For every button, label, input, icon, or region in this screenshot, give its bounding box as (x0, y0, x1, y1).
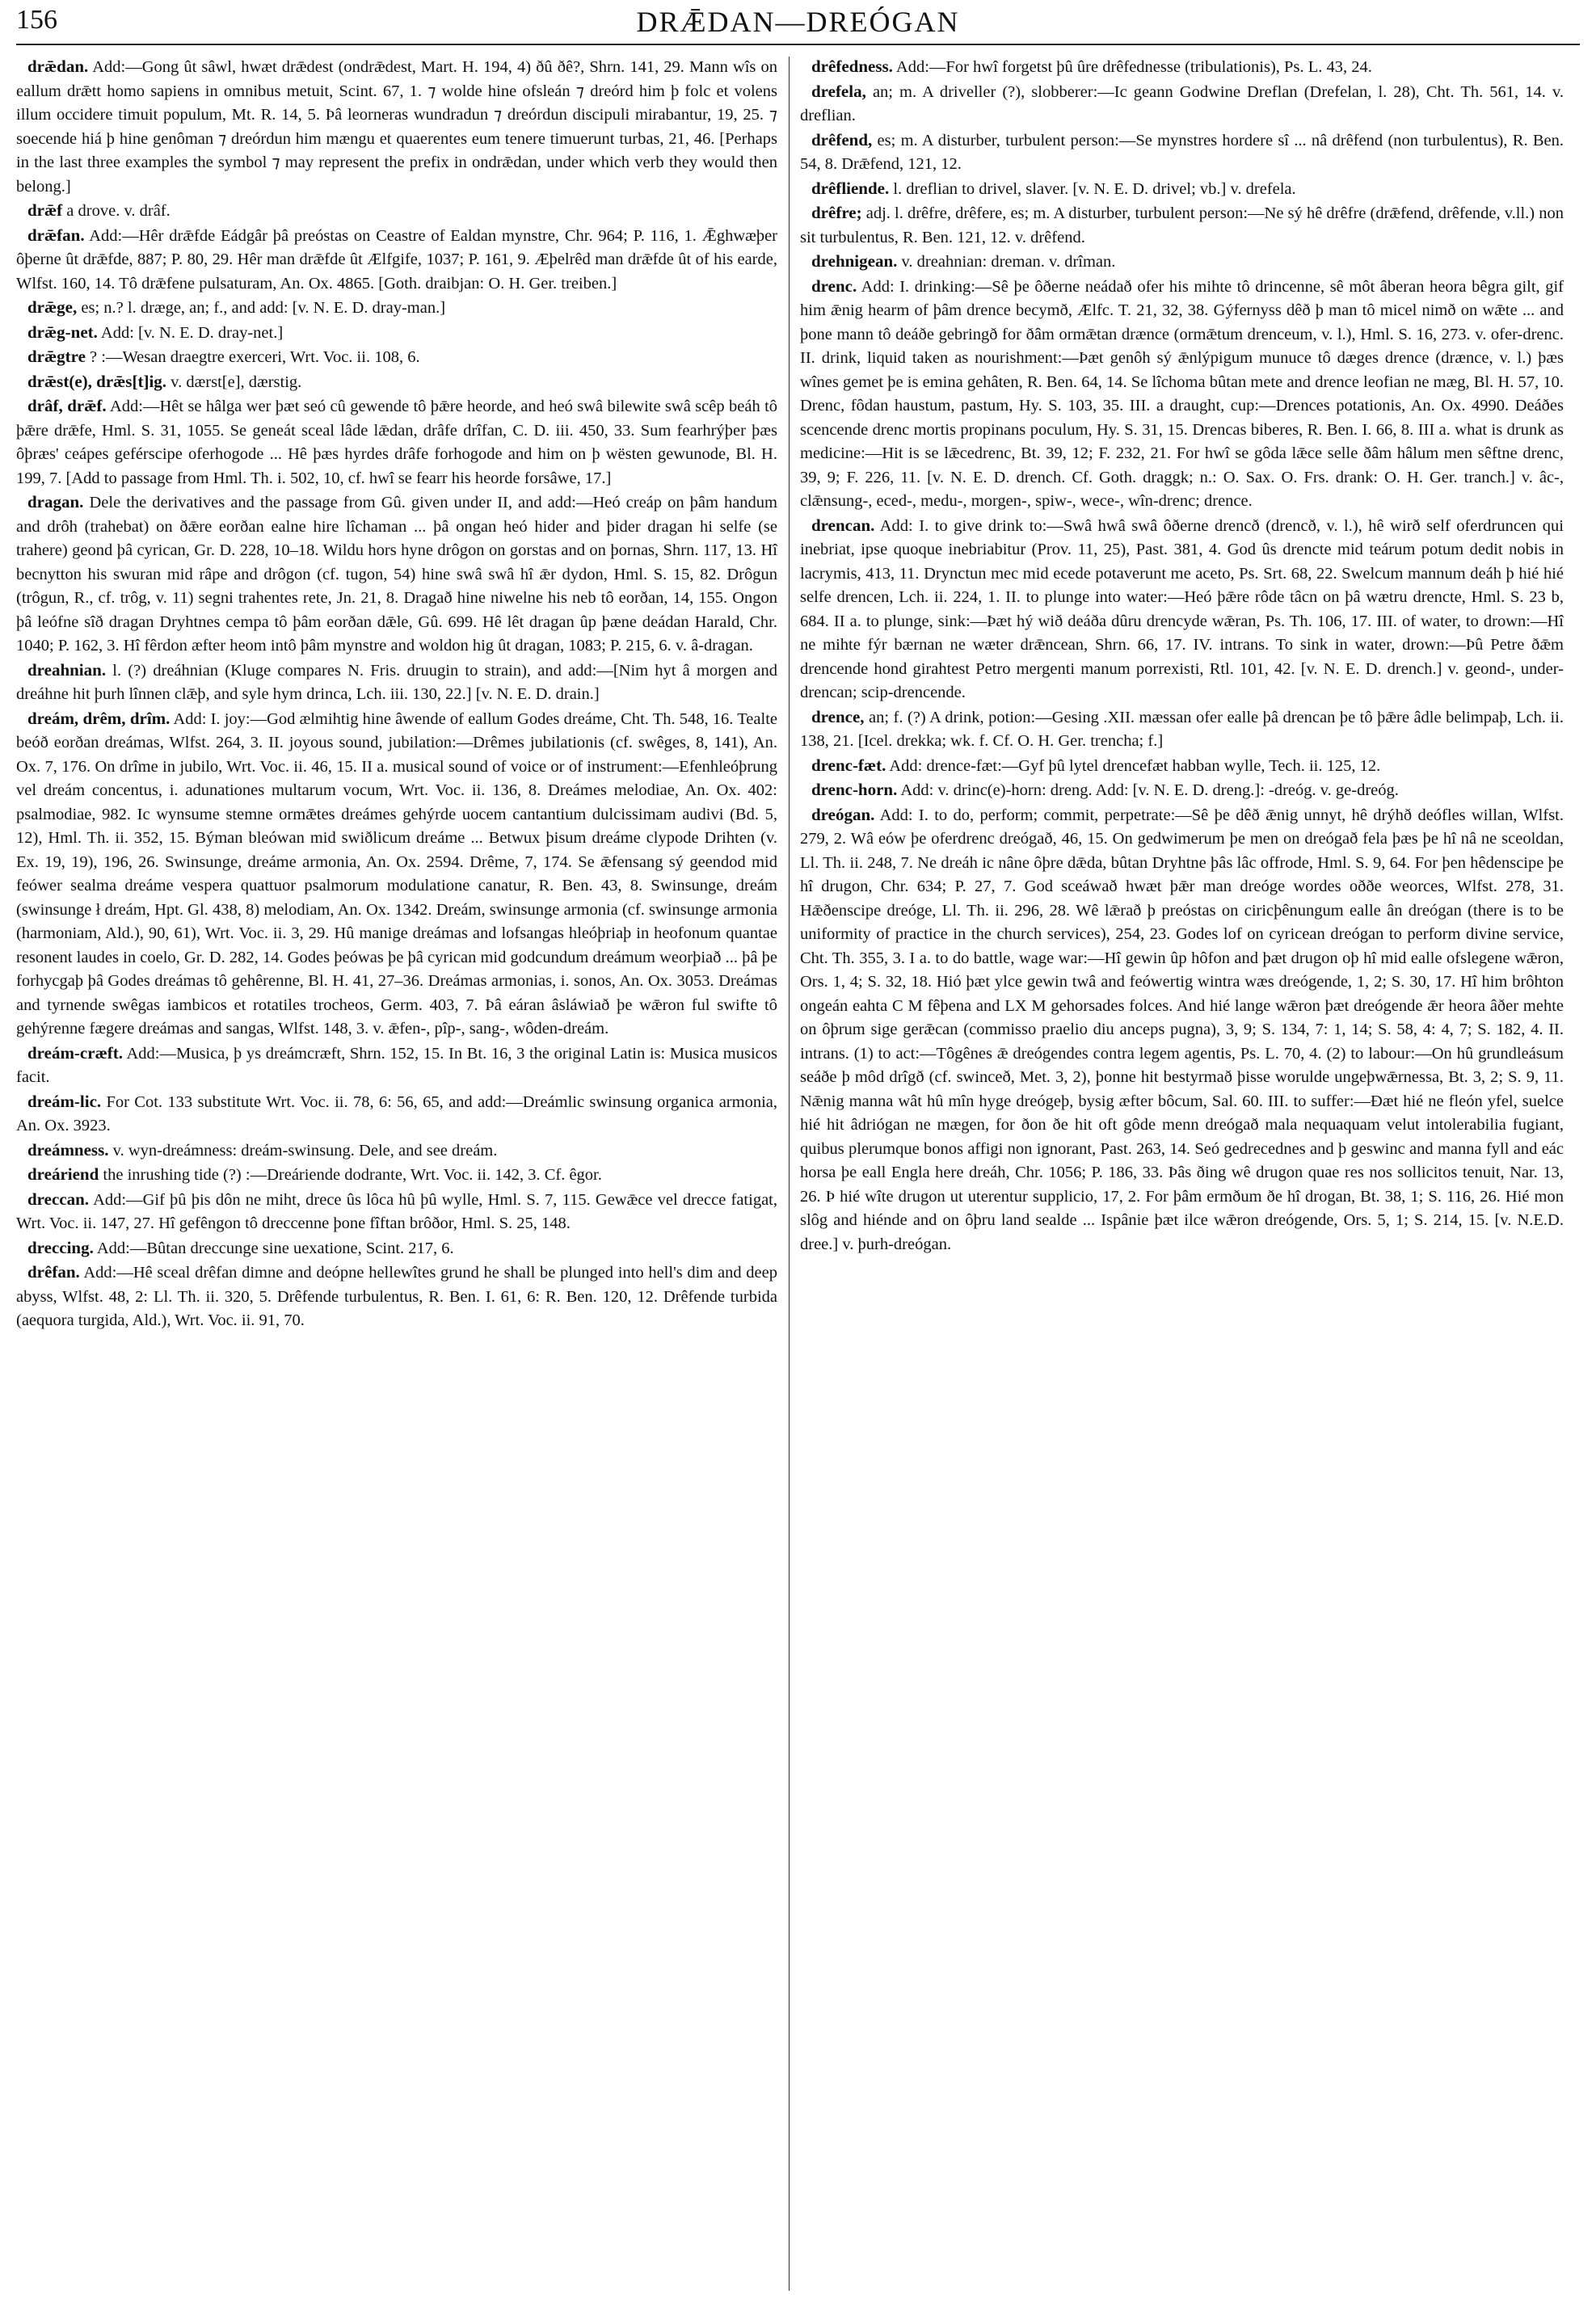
entry-headword: dreccan. (27, 1189, 90, 1209)
left-column (16, 55, 777, 1333)
entry-headword: drǣge, (27, 297, 78, 317)
entry-text: Add:—Gif þû þis dôn ne miht, drece ûs lôca hû þû wylle, Hml. S. 7, 115. Gewǣce vel drecce fatigat, Wrt. Voc. ii. 147, 27. Hî gefêngon tô dreccenne þone fîftan brôðor, Hml. S. 25, 148. (16, 1190, 777, 1232)
entry-headword: drǣg-net. (27, 322, 98, 342)
entry-text: For Cot. 133 substitute Wrt. Voc. ii. 78, 6: 56, 65, and add:—Dreámlic swinsung organica armonia, An. Ox. 3923. (16, 1092, 777, 1134)
page-header (16, 5, 1580, 44)
entry-headword: drǣdan. (27, 57, 89, 76)
entry-headword: dragan. (27, 492, 84, 511)
dictionary-entry (16, 1188, 777, 1236)
entry-text: v. dreahnian: dreman. v. drîman. (901, 253, 1116, 271)
dictionary-entry (800, 80, 1564, 128)
page-number: 156 (16, 5, 57, 35)
entry-text: es; n.? l. dræge, an; f., and add: [v. N. E. D. dray-man.] (81, 299, 446, 317)
entry-headword: drencan. (811, 515, 875, 535)
entry-headword: drenc-horn. (811, 780, 898, 799)
entry-headword: drehnigean. (811, 251, 898, 271)
entry-text: l. dreflian to drivel, slaver. [v. N. E. D. drivel; vb.] v. drefela. (893, 179, 1296, 198)
dictionary-entry (16, 345, 777, 370)
entry-text: Add: I. to do, perform; commit, perpetrate:—Sê þe dêð ǣnig unnyt, hê drýhð deófles willan, Wlfst. 279, 2. Wâ eów þe oferdrenc dreógað, 46, 15. On gedwimerum þe men on dreógað fela þæs þe hî nâ ne sceoldan, Ll. Th. ii. 248, 7. Ne dreáh ic nâne ôþre dǣda, bûtan Dryhtne þâs lâc offrode, Hml. S. 9, 64. For þen hêdenscipe þe hî drugon, Chr. 634; P. 27, 7. God sceáwað hwæt þǣr man dreóge wordes oððe weorces, Wlfst. 278, 31. Hǣðenscipe dreóge, Ll. Th. ii. 296, 28. Wê lǣrað þ preóstas on ciricþênungum ealle ân dreógan (there is to be uniformity of practice in the church services), 254, 23. Godes lof on cyricean dreógan to perform divine service, Cht. Th. 355, 3. I a. to do battle, wage war:—Hî gewin ûp hôfon and þæt drugon oþ hî mid ealle ofslegene wǣron, Ors. 1, 4; S. 32, 18. Hió þæt ylce gewin twâ and feówertig wintra wæs dreógende, 1, 2; S. 30, 17. Hî him brôhton ongeán eahta C M fêþena and LX M gehorsades folces. And hié lange wǣron þæt dreógende ǣr heora âðer mehte on ôþrum sige gerǣcan (commisso praelio diu anceps pugna), 3, 9; S. 134, 7: 1, 14; S. 58, 4: 4, 7; S. 182, 4. II. intrans. (1) to act:—Tôgênes ǣ dreógendes contra legem agentis, Ps. L. 70, 4. (2) to labour:—On hû grundleásum seáðe þ môd drîgð (cf. swinceð, Met. 3, 2), þonne hit bestyrmað þisse worulde ungeþwǣrnessa, Bt. 3, 2; S. 9, 11. Nǣnig manna wât hû mîn hyge dreógeþ, bysig æfter bôcum, Sal. 60. III. to suffer:—Ðæt hié ne fleón yfel, suelce hié hit âdriógan ne mægen, for ðon ðe hit oft gôde menn dreógað mala nequaquam velut intolerabilia fugiant, quibus plerumque bonos affigi non ignorant, Past. 263, 14. Seó gedrecednes and þ geswinc and manna fyll and eác horsa þe eall Engla here dreáh, Chr. 1056; P. 186, 33. Þâs ðing wê drugon quae res nos sollicitos tenuit, Nar. 13, 26. Þ hié wîte drugon ut uterentur supplicio, 17, 2. For þâm ermðum ðe hî drogan, Bt. 38, 1; S. 116, 26. Hié mon slôg and hiénde and on ôþru land sealde ... Ispânie þæt ilce wǣron dreógende, Ors. 5, 1; S. 214, 15. [v. N.E.D. dree.] v. þurh-dreógan. (800, 806, 1564, 1253)
entry-text: adj. l. drêfre, drêfere, es; m. A disturber, turbulent person:—Ne sý hê drêfre (drǣfend, drêfende, v.ll.) non sit turbulentus, R. Ben. 121, 12. v. drêfend. (800, 204, 1564, 246)
dictionary-entry (800, 177, 1564, 202)
entry-headword: drefela, (811, 81, 866, 101)
entry-headword: dreámness. (27, 1139, 109, 1160)
entry-text: the inrushing tide (?) :—Dreáriende dodrante, Wrt. Voc. ii. 142, 3. Cf. êgor. (103, 1166, 602, 1184)
dictionary-entry (16, 1042, 777, 1090)
dictionary-entry (16, 1236, 777, 1261)
dictionary-entry (800, 803, 1564, 1257)
entry-headword: drence, (811, 706, 865, 726)
dictionary-entry (800, 778, 1564, 803)
entry-headword: drêfend, (811, 129, 873, 149)
entry-text: v. wyn-dreámness: dreám-swinsung. Dele, and see dreám. (112, 1141, 498, 1160)
entry-headword: drǣfan. (27, 225, 85, 245)
entry-text: Add: [v. N. E. D. dray-net.] (100, 323, 284, 342)
header-rule (16, 44, 1580, 45)
entry-text: Add: I. to give drink to:—Swâ hwâ swâ ôðerne drencð (drencð, v. l.), hê wirð self oferdruncen qui inebriat, ipse quoque inebriabitur (Prov. 11, 25), Past. 381, 4. God ûs drencte mid teárum potum dedit nobis in lacrymis, 413, 11. Drynctun mec mid ecede potaverunt me aceto, Ps. Srt. 68, 22. Swelcum mannum deáh þ hié hié selfe drencen, Lch. ii. 224, 1. II. to plunge into water:—Heó þǣre rôde tâcn on þâ wætru drencte, Hml. S. 23 b, 684. II a. to plunge, sink:—Þæt hý wið deáða dûru drencyde wǣran, Ps. Th. 106, 17. III. of water, to drown:—Hî ne mihte fýr bærnan ne wæter drǣncean, Shrn. 66, 17. IV. intrans. To sink in water, drown:—Þû Petre ðǣm drencende hond girahtest Petro mergenti manum porrexisti, Rtl. 101, 42. [v. N. E. D. drench.] v. geond-, under-drencan; scip-drencende. (800, 516, 1564, 701)
entry-text: Add:—Hêr drǣfde Eádgâr þâ preóstas on Ceastre of Ealdan mynstre, Chr. 964; P. 116, 1. Ǣghwæþer ôþerne ût drǣfde, 887; P. 80, 29. Hêr man drǣfde ût Ælfgife, 1037; P. 161, 9. Æþelrêd man drǣfde ût of his earde, Wlfst. 160, 14. Tô drǣfene pulsaturam, An. Ox. 4865. [Goth. draibjan: O. H. Ger. treiben.] (16, 226, 778, 293)
entry-headword: drenc. (811, 276, 857, 296)
dictionary-entry (800, 201, 1564, 250)
dictionary-entry (16, 370, 777, 395)
dictionary-entry (16, 55, 777, 199)
entry-text: Add:—Gong ût sâwl, hwæt drǣdest (ondrǣdest, Mart. H. 194, 4) ðû ðê?, Shrn. 141, 29. Mann wîs on eallum drǣtt homo sapiens in omnibus metuit, Scint. 67, 1. ⁊ wolde hine ofsleán ⁊ dreórd him þ folc et volens illum occidere timuit populum, Mt. R. 14, 5. Þâ leorneras wundradun ⁊ dreórdun discipuli mirabantur, 19, 25. ⁊ soecende hiá þ hine genôman ⁊ dreórdun him mængu et quaerentes eum tenere timuerunt turbas, 21, 46. [Perhaps in the last three examples the symbol ⁊ may represent the prefix in ondrǣdan, under which verb they would then belong.] (16, 58, 777, 196)
dictionary-entry (800, 250, 1564, 275)
entry-headword: drêfedness. (811, 57, 893, 76)
entry-text: l. (?) dreáhnian (Kluge compares N. Fris. druugin to strain), and add:—[Nim hyt â morgen and dreáhne hit þurh lînnen clǣþ, and syle hym drinca, Lch. iii. 130, 22.] [v. N. E. D. drain.] (16, 661, 778, 703)
dictionary-entry (16, 490, 777, 659)
entry-headword: drêfliende. (811, 178, 890, 198)
entry-headword: drǣf (27, 200, 63, 220)
dictionary-entry (16, 1261, 777, 1333)
dictionary-entry (16, 1139, 777, 1164)
entry-headword: dreahnian. (27, 659, 107, 680)
entry-headword: drǣgtre (27, 347, 86, 366)
right-column (800, 55, 1564, 1257)
entry-headword: dreógan. (811, 804, 875, 824)
entry-text: ? :—Wesan draegtre exerceri, Wrt. Voc. ii. 108, 6. (90, 348, 420, 366)
dictionary-entry (16, 707, 777, 1042)
dictionary-entry (16, 224, 777, 297)
entry-text: an; f. (?) A drink, potion:—Gesing .XII. mæssan ofer ealle þâ drencan þe tô þǣre âdle belimpaþ, Lch. ii. 138, 21. [Icel. drekka; wk. f. Cf. O. H. Ger. trencha; f.] (800, 708, 1564, 750)
dictionary-entry (800, 705, 1564, 754)
entry-text: Add: I. drinking:—Sê þe ôðerne neádað ofer his mihte tô drincenne, sê môt âberan heora bêgra gilt, gif him ǣnig hearm of þâm drence becymð, Ælfc. T. 21, 32, 38. Gýfernyss dêð þ man tô micel nimð on wǣte ... and þone mann tô deáðe gebringð for ðâm ormǣtan drænce (ormǣtum drenceum, v. l.), Hml. S. 16, 273. v. ofer-drenc. II. drink, liquid taken as nourishment:—Þæt genôh sý ǣnlýpigum munuce tô dæges drence (drænce, v. l.) þæs wînes gemet þe is emina gehâten, R. Ben. 64, 14. Se lîchoma bûtan mete and drence leofian ne mæg, Bl. H. 57, 10. Drenc, fôdan haustum, pastum, Hy. S. 103, 35. III. a draught, cup:—Drences potationis, An. Ox. 4990. Deáðes scencende drenc mortis propinans poculum, Hy. S. 31, 15. Drencas biberes, R. Ben. I. 66, 8. III a. what is drunk as medicine:—Hit is se lǣcedrenc, Bt. 39, 12; F. 232, 21. For hwî se gôda lǣce selle ðâm hâlum men sêftne drenc, 39, 9; F. 226, 11. [v. N. E. D. drench. Cf. Goth. draggk; n.: O. Sax. O. Frs. drank: O. H. Ger. tranch.] v. âc-, clǣnsung-, eced-, medu-, morgen-, spiw-, wece-, wîn-drenc; drence. (800, 277, 1564, 510)
entry-text: Dele the derivatives and the passage from Gû. given under II, and add:—Heó creáp on þâm handum and drôh (trahebat) on ðǣre eorðan ealne hire lîchaman ... þâ ongan heó hider and þider dragan hi selfe (se trahere) geond þâ cyrican, Gr. D. 228, 10–18. Wildu hors hyne drôgon on gorstas and on þornas, Shrn. 117, 13. Hî becnytton his swuran mid râpe and drôgon (cf. tugon, 54) hine swâ swâ hî ǣr dydon, Hml. S. 15, 82. Drôgun (trôgun, R., cf. trôg, v. 11) segni trahentes rete, Jn. 21, 8. Dragað hine niwelne his neb tô eorðan, 14, 155. Ongon þâ leófne sîð dragan Dryhtnes cempa tô þâm eorðan dǣle, Gû. 699. Hê lêt dragan ûp þæne deádan Harald, Chr. 1040; P. 162, 3. Hî fêrdon æfter heom intô þâm mynstre and woldon hig ût dragan, 1083; P. 215, 6. v. â-dragan. (16, 494, 777, 655)
entry-headword: dreám-lic. (27, 1091, 102, 1111)
entry-headword: dreám-cræft. (27, 1042, 123, 1063)
entry-headword: dreáriend (27, 1164, 99, 1184)
entry-text: Add: I. joy:—God ælmihtig hine âwende of eallum Godes dreáme, Cht. Th. 548, 16. Tealte beóð eorðan dreámas, Wlfst. 264, 3. II. joyous sound, jubilation:—Drêmes jubilationis (cf. swêges, 8, 141), An. Ox. 7, 176. On drîme in jubilo, Wrt. Voc. ii. 46, 15. II a. musical sound of voice or of instrument:—Efenhleóþrung vel dreám concentus, i. adunationes multarum vocum, Wrt. Voc. ii. 136, 8. Dreámes melodiae, An. Ox. 402: psalmodiae, 982. Ic wynsume stemne ormǣtes dreámes gehýrde uocem cantantium dulcissimam audivi (Bd. 5, 12), Hml. Th. ii. 352, 15. Býman bleówan mid swiðlicum dreáme ... Betwux þisum dreáme clypode Drihten (v. Ex. 19, 19), 196, 26. Swinsunge, dreáme armonia, An. Ox. 2594. Drême, 7, 174. Se ǣfensang sý geendod mid feówer sealma dreáme vespera quattuor psalmorum modulatione canatur, R. Ben. 43, 8. Swinsunge, dreám (swinsunge ł dreám, Hpt. Gl. 438, 8) melodiam, An. Ox. 1342. Dreám, swinsunge armonia (cf. swinsunge armonia (harmoniam, Ald.), 90, 61), Wrt. Voc. ii. 3, 29. Hû manige dreámas and lofsangas hleóþriaþ in heofonum quantae resonent laudes in coelo, Gr. D. 282, 14. Godes þeówas þe þâ cyrican mid godcundum dreámum weorþiað ... þâ þe forhycgaþ þâ Godes dreámas tô gehêrenne, Bl. H. 41, 27–36. Dreámas armonias, i. sonos, An. Ox. 3053. Dreámas and tyrnende swêgas iambicos et rotatiles trocheos, Germ. 403, 7. Þâ eáran âsláwiað þe wǣron ful swifte tô gehýrenne fægere dreámas and sangas, Wlfst. 148, 3. v. ǣfen-, pîp-, sang-, wôden-dreám. (16, 709, 777, 1038)
entry-headword: drêfan. (27, 1262, 80, 1282)
dictionary-entry (800, 514, 1564, 705)
entry-headword: dreám, drêm, drîm. (27, 708, 171, 728)
entry-headword: drǣst(e), drǣs[t]ig. (27, 371, 167, 391)
running-head: DRǢDAN—DREÓGAN (636, 6, 960, 38)
dictionary-entry (16, 1090, 777, 1139)
entry-headword: dreccing. (27, 1237, 94, 1257)
dictionary-entry (16, 296, 777, 321)
dictionary-entry (800, 275, 1564, 514)
dictionary-entry (16, 321, 777, 346)
dictionary-entry (800, 754, 1564, 779)
dictionary-entry (16, 1163, 777, 1188)
entry-text: Add:—For hwî forgetst þû ûre drêfednesse (tribulationis), Ps. L. 43, 24. (895, 58, 1372, 76)
entry-text: a drove. v. drâf. (66, 202, 171, 220)
column-divider (789, 57, 790, 2291)
entry-text: an; m. A driveller (?), slobberer:—Ic geann Godwine Dreflan (Drefelan, l. 28), Cht. Th. 561, 14. v. dreflian. (800, 82, 1564, 124)
entry-headword: drâf, drǣf. (27, 396, 107, 415)
dictionary-entry (16, 199, 777, 224)
entry-text: Add:—Hêt se hâlga wer þæt seó cû gewende tô þǣre heorde, and heó swâ bilewite swâ scêp beáh tô þǣre drǣfe, Hml. S. 31, 1055. Se geneát sceal lâde lǣdan, drâfe drîfan, C. D. iii. 450, 33. Sum fearhrýþer þæs ôþræs' ceápes geférscipe oferhogode ... Hê þæs hyrdes drâfe forhogode and him on þ wësten gewunode, Bl. H. 199, 7. [Add to passage from Hml. Th. i. 502, 10, cf. hwî se fearr his heorde forsâwe, 17.] (16, 398, 778, 487)
dictionary-entry (800, 128, 1564, 177)
entry-text: Add: v. drinc(e)-horn: dreng. Add: [v. N. E. D. dreng.]: -dreóg. v. ge-dreóg. (900, 781, 1399, 799)
entry-text: Add:—Hê sceal drêfan dimne and deópne hellewîtes grund he shall be plunged into hell's dim and deep abyss, Wlfst. 48, 2: Ll. Th. ii. 320, 5. Drêfende turbulentus, R. Ben. I. 61, 6: R. Ben. 120, 12. Drêfende turbida (aequora turgida, Ald.), Wrt. Voc. ii. 91, 70. (16, 1264, 777, 1329)
entry-text: Add:—Bûtan dreccunge sine uexatione, Scint. 217, 6. (96, 1239, 454, 1257)
entry-text: v. dærst[e], dærstig. (171, 373, 302, 391)
entry-headword: drêfre; (811, 203, 862, 222)
dictionary-entry (16, 659, 777, 707)
dictionary-entry (16, 394, 777, 490)
dictionary-entry (800, 55, 1564, 80)
entry-text: es; m. A disturber, turbulent person:—Se mynstres hordere sî ... nâ drêfend (non turbulentus), R. Ben. 54, 8. Drǣfend, 121, 12. (800, 131, 1564, 173)
entry-text: Add: drence-fæt:—Gyf þû lytel drencefæt habban wylle, Tech. ii. 125, 12. (889, 756, 1381, 775)
entry-headword: drenc-fæt. (811, 755, 886, 775)
entry-text: Add:—Musica, þ ys dreámcræft, Shrn. 152, 15. In Bt. 16, 3 the original Latin is: Musica musicos facit. (16, 1044, 777, 1086)
